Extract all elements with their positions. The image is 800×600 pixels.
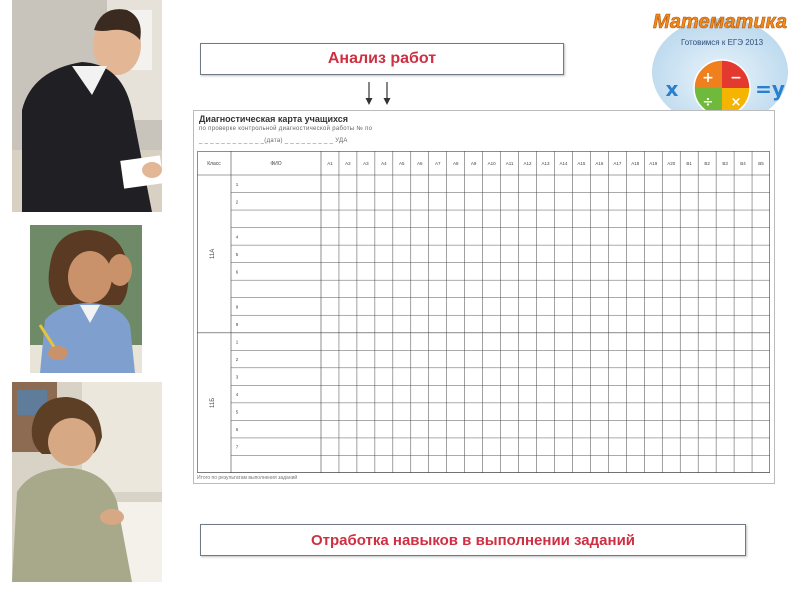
- task-column-header: А6: [417, 161, 423, 166]
- task-column-header: А4: [381, 161, 387, 166]
- boy-reading-photo: [12, 382, 162, 582]
- task-column-header: А17: [613, 161, 622, 166]
- girl-studying-photo: [30, 225, 142, 373]
- math-exam-logo: [650, 0, 790, 128]
- logo-title: Математика: [652, 11, 788, 33]
- task-column-header: В3: [722, 161, 728, 166]
- task-column-header: А20: [667, 161, 676, 166]
- minus-sign: −: [730, 70, 742, 86]
- diagnostic-card: [193, 110, 775, 484]
- class-column-header: Класс: [207, 161, 221, 167]
- logo-x-symbol: x: [665, 77, 679, 101]
- task-column-header: А2: [345, 161, 351, 166]
- task-column-header: А13: [541, 161, 550, 166]
- task-column-header: А3: [363, 161, 369, 166]
- analysis-banner: [200, 43, 564, 75]
- skills-practice-banner: [200, 524, 746, 556]
- row-number: 9: [235, 322, 239, 327]
- skills-practice-banner-label: Отработка навыков в выполнении заданий: [310, 531, 636, 549]
- task-column-header: А12: [523, 161, 532, 166]
- logo-subtitle: Готовимся к ЕГЭ 2013: [680, 38, 764, 47]
- task-column-header: А5: [399, 161, 405, 166]
- student-writing-photo: [12, 0, 162, 212]
- row-number: 4: [235, 392, 239, 398]
- row-number: 1: [235, 339, 239, 345]
- row-number: 5: [235, 251, 239, 257]
- task-column-header: А8: [452, 161, 459, 166]
- analysis-banner-label: Анализ работ: [327, 50, 437, 67]
- task-column-header: А15: [577, 161, 586, 166]
- diagnostic-table: [197, 151, 770, 473]
- class-group-label: 11А: [210, 248, 216, 259]
- down-arrow-icon: [364, 82, 374, 106]
- task-column-header: А9: [470, 161, 477, 166]
- task-column-header: А7: [434, 161, 441, 166]
- plus-sign: +: [702, 70, 714, 86]
- task-column-header: А11: [505, 161, 514, 166]
- divide-sign: ÷: [702, 95, 714, 110]
- row-number: 1: [235, 181, 239, 187]
- task-column-header: А18: [631, 161, 640, 166]
- down-arrow-icon: [382, 82, 392, 106]
- task-column-header: А1: [327, 161, 333, 166]
- row-number: 2: [235, 357, 239, 363]
- card-subtitle-line: по проверке контрольной диагностической работы № по: [199, 126, 373, 132]
- row-number: 6: [235, 269, 239, 275]
- class-group-label: 11Б: [210, 397, 216, 408]
- logo-y-symbol: =y: [755, 77, 785, 101]
- card-date-line: _ _ _ _ _ _ _ _ _ _ _ _(дата) _ _ _ _ _ _ _ _ _ УДА: [199, 138, 348, 144]
- task-column-header: В2: [704, 161, 710, 166]
- row-number: 5: [235, 409, 239, 415]
- row-number: 4: [235, 234, 239, 240]
- card-title: Диагностическая карта учащихся: [199, 114, 349, 124]
- row-number: 7: [235, 444, 239, 450]
- row-number: 3: [235, 374, 239, 380]
- task-column-header: В4: [740, 161, 746, 166]
- task-column-header: А19: [649, 161, 658, 166]
- row-number: 2: [235, 199, 239, 205]
- card-footer: Итого по результатам выполнения заданий: [197, 475, 298, 481]
- row-number: 6: [235, 427, 239, 433]
- multiply-sign: ×: [730, 95, 742, 110]
- row-number: 8: [235, 304, 239, 310]
- task-column-header: А10: [487, 161, 496, 166]
- name-column-header: ФИО: [270, 161, 282, 167]
- task-column-header: А16: [595, 161, 604, 166]
- task-column-header: А14: [559, 161, 568, 166]
- task-column-header: В1: [686, 161, 692, 166]
- table-border: [198, 152, 770, 473]
- task-column-header: В5: [758, 161, 764, 166]
